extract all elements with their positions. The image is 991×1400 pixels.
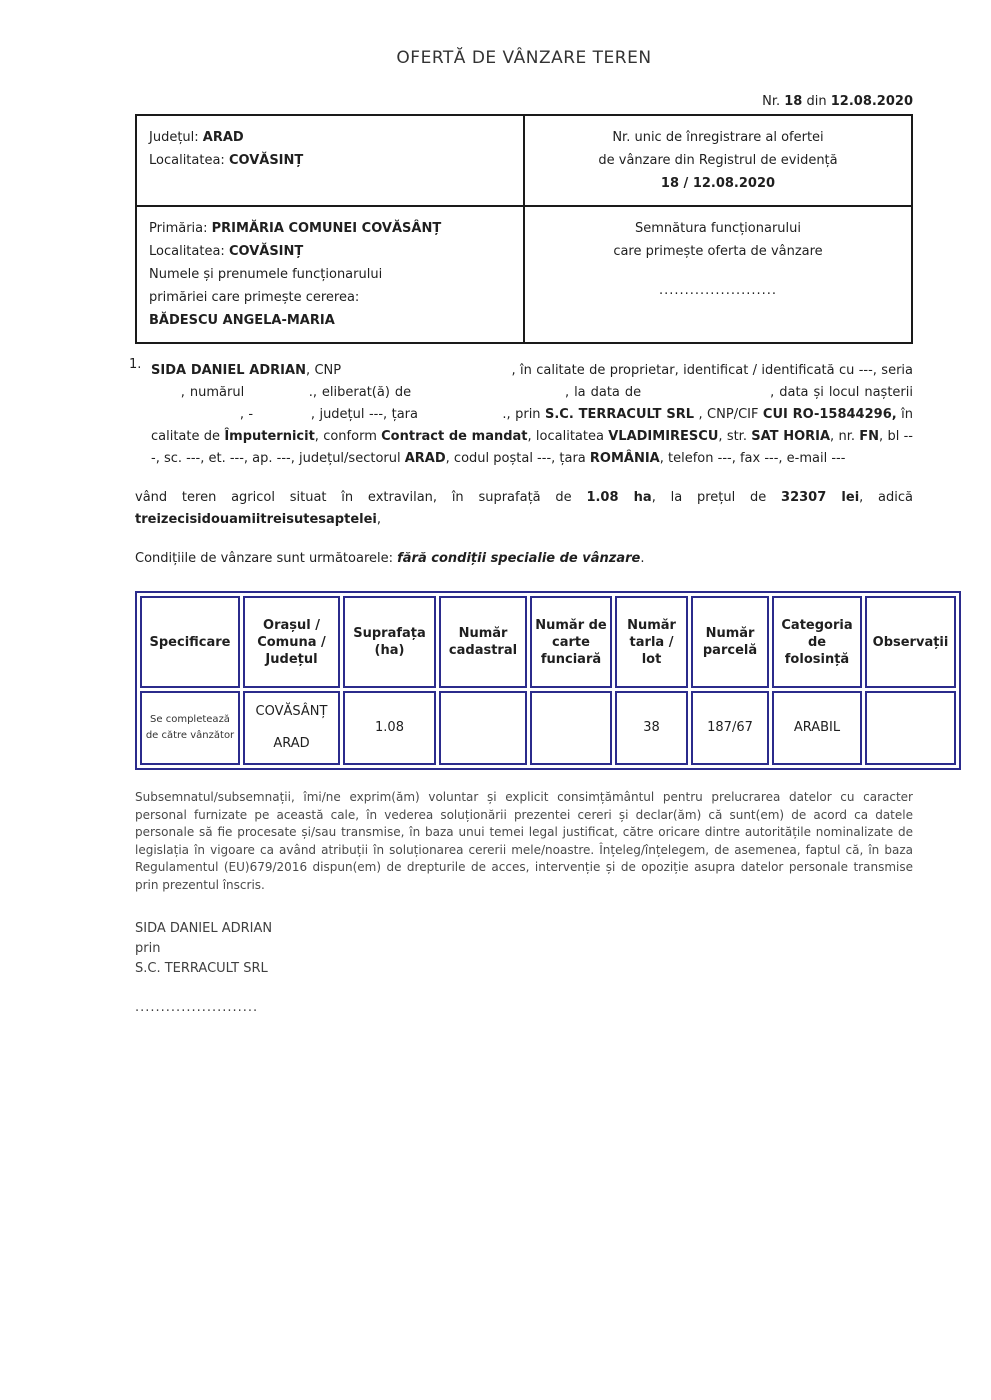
header-numar-parcela: Număr parcelă [691, 596, 769, 688]
signature-name: SIDA DANIEL ADRIAN [135, 920, 273, 936]
header-table-row-2 [136, 206, 912, 343]
cell-judet-localitate [136, 115, 524, 206]
header-numar-tarla-lot: Număr tarla / lot [615, 596, 688, 688]
sale-conditions-paragraph: Condițiile de vânzare sunt următoarele: fără condiții specialie de vânzare. [135, 551, 645, 566]
seller-identification-paragraph: SIDA DANIEL ADRIAN, CNP , în calitate de proprietar, identificat / identificată cu ---, seria , numărul ., eliberat(ă) de , la data de , data și locul nașterii , - , județul ---, țara ., prin S.C. TERRACULT SRL , CNP/CIF CUI RO-15844296, în calitate de Împuternicit, conform Contract de mandat, localitatea VLADIMIRESCU, str. SAT HORIA, nr. FN, bl ---, sc. ---, et. ---, ap. ---, județul/sectorul ARAD, codul poștal ---, țara ROMÂNIA, telefon ---, fax ---, e-mail --- [151, 363, 913, 466]
primaria-localitate-line [149, 240, 511, 263]
land-table-header-row [140, 596, 956, 688]
reg-number-value: 18 / 12.08.2020 [660, 176, 776, 191]
primaria-value: PRIMĂRIA COMUNEI COVĂSÂNȚ [211, 221, 442, 236]
primaria-line [149, 217, 511, 240]
item-number: 1. [129, 357, 142, 372]
cell-categoria-folosinta: ARABIL [772, 691, 862, 765]
cell-numar-cadastral [439, 691, 527, 765]
reg-line-2: de vânzare din Registrul de evidență [598, 153, 838, 168]
header-info-table [135, 114, 913, 344]
nr-prefix: Nr. [762, 94, 781, 109]
signature-company: S.C. TERRACULT SRL [135, 960, 268, 976]
header-orasul-comuna-judetul: Orașul / Comuna / Județul [243, 596, 340, 688]
signature-prin: prin [135, 940, 161, 956]
cell-numar-parcela: 187/67 [691, 691, 769, 765]
localitate-line [149, 149, 511, 172]
signature-block [135, 919, 913, 979]
nr-din: din [806, 94, 827, 109]
document-content [129, 0, 949, 1015]
cell-numar-tarla: 38 [615, 691, 688, 765]
primaria-localitate-value: COVĂSINȚ [228, 244, 304, 259]
cell-numar-carte-funciara [530, 691, 612, 765]
sale-offer-paragraph: vând teren agricol situat în extravilan, în suprafață de 1.08 ha, la prețul de 32307 lei, adică treizecisidouamiitreisutesaptelei, [135, 490, 914, 527]
cell-judet: ARAD [273, 736, 310, 751]
semnatura-line-2: care primește oferta de vânzare [613, 244, 823, 259]
document-title: OFERTĂ DE VÂNZARE TEREN [396, 48, 652, 68]
judet-value: ARAD [202, 130, 244, 145]
localitate-label: Localitatea: [149, 153, 225, 168]
nr-date: 12.08.2020 [830, 94, 913, 109]
primaria-localitate-label: Localitatea: [149, 244, 225, 259]
land-table-data-row [140, 691, 956, 765]
header-specificare: Specificare [140, 596, 240, 688]
cell-suprafata: 1.08 [343, 691, 436, 765]
signature-dotted-line: ........................ [135, 999, 259, 1015]
cell-oras-judet [243, 691, 340, 765]
gdpr-consent-paragraph: Subsemnatul/subsemnații, îmi/ne exprim(ăm) voluntar și explicit consimțământul pentru prelucrarea datelor cu caracter personal furnizate pe această cale, în vederea soluționării prezentei cereri și declar(ăm) că sunt(em) de acord ca datele personale să fie procesate și/sau transmise, în baza unui temei legal justificat, către oricare dintre autoritățile nominalizate de legislația în vigoare ca având atribuții în soluționarea cererii mele/noastre. Înțeleg/înțelegem, de asemenea, faptul că, în baza Regulamentul (EU)679/2016 dispun(em) de drepturile de acces, intervenție și de opoziție asupra datelor personale transmise prin prezentul înscris. [135, 790, 913, 892]
functionar-name: BĂDESCU ANGELA-MARIA [149, 313, 335, 328]
land-details-table [135, 591, 961, 770]
judet-line [149, 126, 511, 149]
cell-registration-number [524, 115, 912, 206]
localitate-value: COVĂSINȚ [228, 153, 304, 168]
registration-number-line [135, 94, 913, 109]
cell-oras: COVĂSÂNȚ [255, 704, 328, 719]
cell-primaria-info [136, 206, 524, 343]
cell-specificare: Se completează de către vânzător [140, 691, 240, 765]
header-table-row-1 [136, 115, 912, 206]
functionar-line-2: primăriei care primește cererea: [149, 290, 360, 305]
seller-identification-item [129, 357, 913, 470]
nr-number: 18 [784, 94, 803, 109]
semnatura-line-1: Semnătura funcționarului [634, 221, 802, 236]
primaria-label: Primăria: [149, 221, 208, 236]
cell-semnatura [524, 206, 912, 343]
reg-line-1: Nr. unic de înregistrare al ofertei [612, 130, 824, 145]
header-numar-carte-funciara: Număr de carte funciară [530, 596, 612, 688]
header-categoria-folosinta: Categoria de folosință [772, 596, 862, 688]
cell-observatii [865, 691, 956, 765]
header-observatii: Observații [865, 596, 956, 688]
judet-label: Județul: [149, 130, 199, 145]
header-numar-cadastral: Număr cadastral [439, 596, 527, 688]
functionar-line-1: Numele și prenumele funcționarului [149, 267, 383, 282]
semnatura-dotted-line: ....................... [658, 283, 778, 298]
header-suprafata: Suprafața (ha) [343, 596, 436, 688]
